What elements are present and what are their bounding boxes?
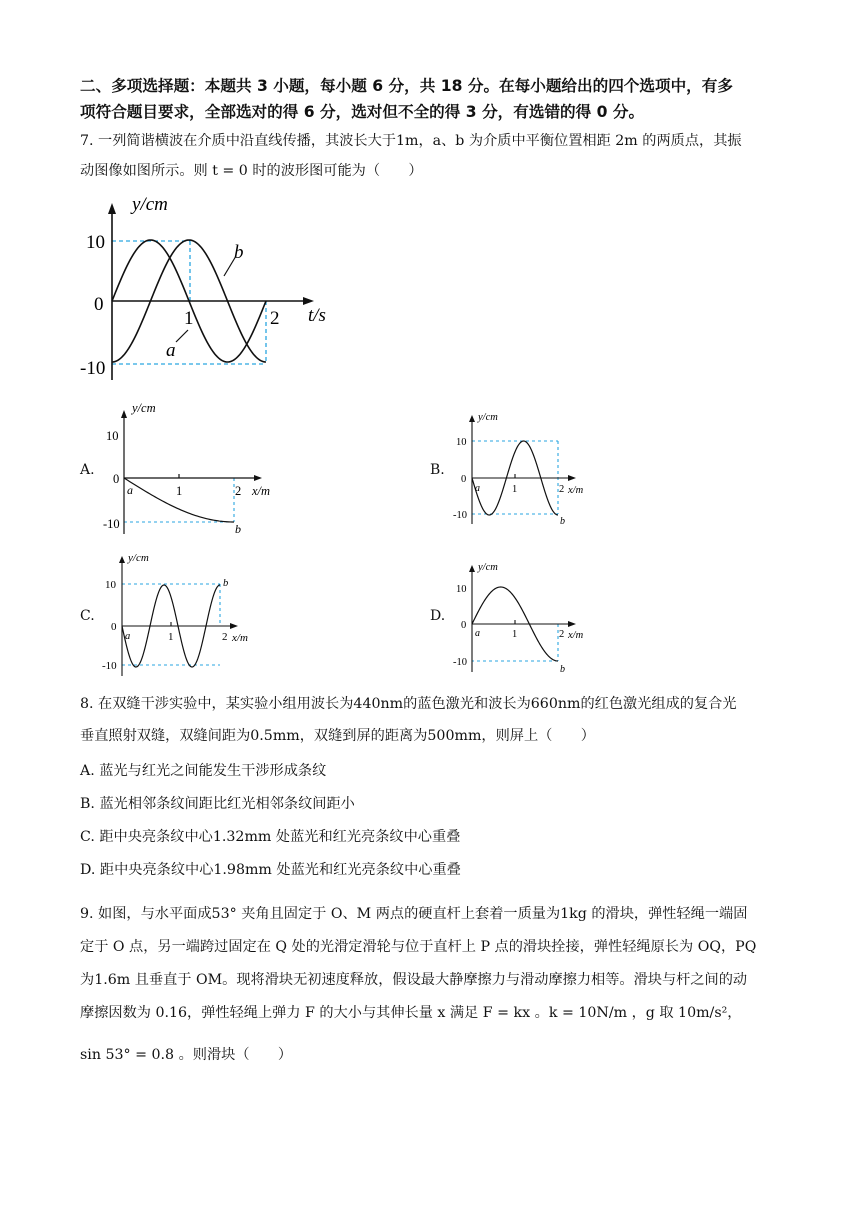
q7-option-c-letter[interactable]: C.: [80, 608, 95, 624]
q8-option-c[interactable]: C. 距中央亮条纹中心1.32mm 处蓝光和红光亮条纹中心重叠: [80, 829, 461, 845]
q8-stem-line1: 8. 在双缝干涉实验中，某实验小组用波长为440nm的蓝色激光和波长为660nm的红色激光组成的复合光: [80, 696, 737, 712]
option-b-ytick-neg10: -10: [453, 510, 467, 521]
option-a-ytick-0: 0: [113, 472, 120, 486]
option-a-ylabel: y/cm: [132, 401, 156, 415]
option-c-ytick-neg10: -10: [102, 660, 117, 672]
option-d-ytick-neg10: -10: [453, 657, 467, 668]
option-c-label-a: a: [125, 631, 131, 642]
option-b-xtick-1: 1: [512, 484, 518, 495]
q7-option-a-letter[interactable]: A.: [80, 462, 95, 478]
option-c-label-b: b: [223, 578, 229, 589]
q9-stem-line3: 为1.6m 且垂直于 OM。现将滑块无初速度释放，假设最大静摩擦力与滑动摩擦力相等。滑块与杆之间的动: [80, 972, 748, 988]
q7-vibration-graph: [78, 190, 348, 390]
option-d-label-a: a: [475, 628, 480, 639]
option-a-xtick-2: 2: [235, 484, 242, 498]
q7-graph-label-b: b: [234, 242, 244, 263]
option-c-ytick-10: 10: [105, 579, 116, 591]
option-b-xtick-2: 2: [559, 484, 565, 495]
q8-option-b[interactable]: B. 蓝光相邻条纹间距比红光相邻条纹间距小: [80, 796, 355, 812]
q7-graph-ytick-neg10: -10: [80, 358, 106, 379]
q7-graph-xtick-1: 1: [184, 308, 194, 329]
option-b-ylabel: y/cm: [478, 412, 498, 423]
q7-option-c-graph[interactable]: [96, 548, 266, 678]
option-a-label-a: a: [127, 483, 133, 497]
option-b-ytick-10: 10: [456, 437, 467, 448]
option-d-ytick-10: 10: [456, 584, 467, 595]
option-c-xtick-1: 1: [168, 631, 174, 643]
section-title-line2: 项符合题目要求，全部选对的得 6 分，选对但不全的得 3 分，有选错的得 0 分。: [80, 103, 645, 121]
option-a-xtick-1: 1: [176, 484, 183, 498]
q7-option-b-letter[interactable]: B.: [430, 462, 445, 478]
q7-option-b-graph[interactable]: [448, 408, 608, 528]
option-a-ytick-neg10: -10: [103, 517, 120, 531]
q9-stem-line4: 摩擦因数为 0.16，弹性轻绳上弹力 F 的大小与其伸长量 x 满足 F = kx 。k = 10N/m ，g 取 10m/s²，: [80, 1005, 742, 1021]
section-title-line1: 二、多项选择题：本题共 3 小题，每小题 6 分，共 18 分。在每小题给出的四个选项中，有多: [80, 77, 733, 95]
option-c-xlabel: x/m: [232, 632, 248, 644]
option-d-xtick-1: 1: [512, 629, 518, 640]
option-b-ytick-0: 0: [461, 474, 467, 485]
option-c-ytick-0: 0: [111, 621, 117, 633]
q7-graph-ytick-0: 0: [94, 294, 104, 315]
q7-graph-xlabel: t/s: [308, 305, 326, 326]
q9-stem-line5: sin 53° = 0.8 。则滑块（ ）: [80, 1047, 293, 1063]
q8-stem-line2: 垂直照射双缝，双缝间距为0.5mm，双缝到屏的距离为500mm，则屏上（ ）: [80, 728, 595, 744]
option-c-xtick-2: 2: [222, 631, 228, 643]
q7-graph-xtick-2: 2: [270, 308, 280, 329]
q9-stem-line1: 9. 如图，与水平面成53° 夹角且固定于 O、M 两点的硬直杆上套着一质量为1kg 的滑块，弹性轻绳一端固: [80, 906, 748, 922]
q7-stem-line1: 7. 一列简谐横波在介质中沿直线传播，其波长大于1m，a、b 为介质中平衡位置相距 2m 的两质点，其振: [80, 133, 742, 149]
q9-stem-line2: 定于 O 点，另一端跨过固定在 Q 处的光滑定滑轮与位于直杆上 P 点的滑块拴接，弹性轻绳原长为 OQ，PQ: [80, 939, 757, 955]
q7-graph-label-a: a: [166, 340, 176, 361]
q7-graph-ylabel: y/cm: [132, 194, 168, 215]
q7-option-d-graph[interactable]: [448, 558, 608, 678]
option-b-label-b: b: [560, 516, 565, 527]
option-d-xtick-2: 2: [559, 629, 565, 640]
option-d-ylabel: y/cm: [478, 562, 498, 573]
option-a-ytick-10: 10: [106, 429, 119, 443]
q7-stem-line2: 动图像如图所示。则 t = 0 时的波形图可能为（ ）: [80, 163, 423, 179]
q8-option-a[interactable]: A. 蓝光与红光之间能发生干涉形成条纹: [80, 763, 327, 779]
option-c-ylabel: y/cm: [128, 552, 149, 564]
option-d-xlabel: x/m: [568, 630, 584, 641]
option-a-xlabel: x/m: [252, 484, 271, 498]
option-a-label-b: b: [235, 522, 241, 536]
q7-option-d-letter[interactable]: D.: [430, 608, 446, 624]
q8-option-d[interactable]: D. 距中央亮条纹中心1.98mm 处蓝光和红光亮条纹中心重叠: [80, 862, 461, 878]
q7-graph-ytick-10: 10: [86, 232, 105, 253]
option-b-label-a: a: [475, 483, 480, 494]
option-d-ytick-0: 0: [461, 620, 467, 631]
option-b-xlabel: x/m: [568, 485, 584, 496]
q7-option-a-graph[interactable]: [96, 398, 296, 538]
option-d-label-b: b: [560, 664, 565, 675]
